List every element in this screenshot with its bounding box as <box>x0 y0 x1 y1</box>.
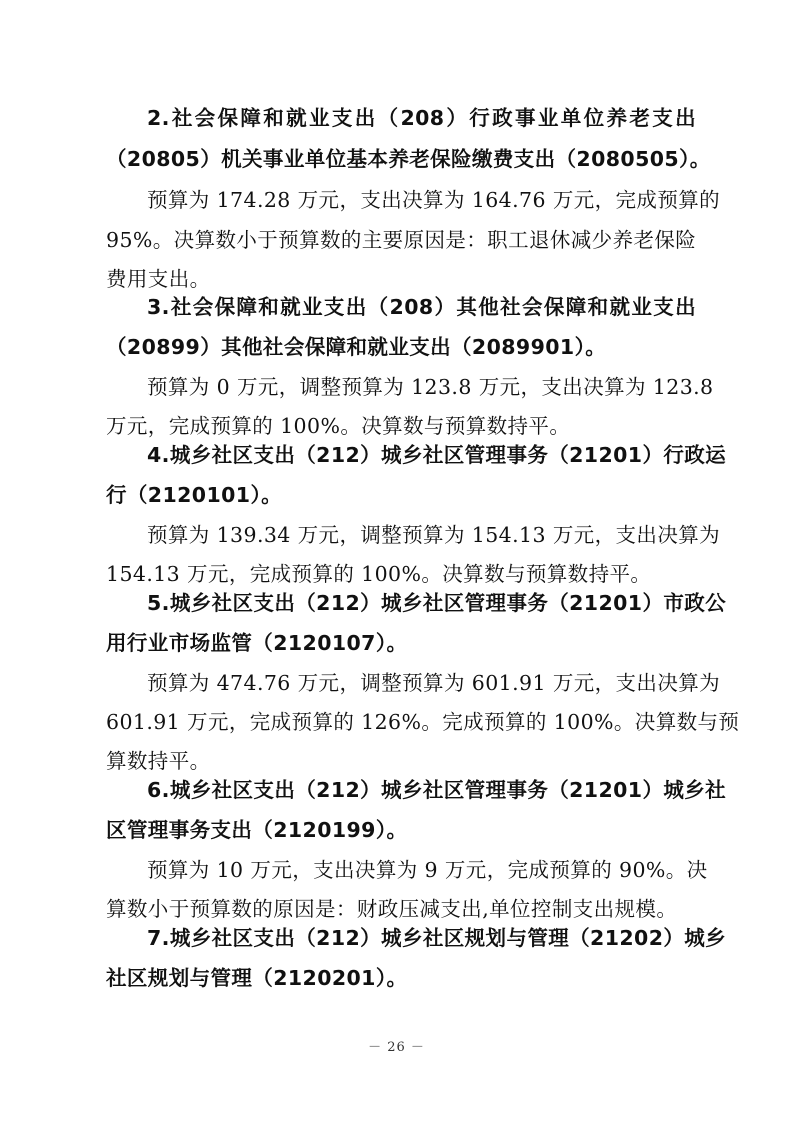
body-text-line: 算数小于预算数的原因是：财政压减支出,单位控制支出规模。 <box>106 897 678 921</box>
body-text-line: 预算为 10 万元，支出决算为 9 万元，完成预算的 90%。决 <box>147 858 708 882</box>
body-text-line: 预算为 139.34 万元，调整预算为 154.13 万元，支出决算为 <box>147 523 721 547</box>
section-heading-line: （20899）其他社会保障和就业支出（2089901）。 <box>106 335 607 359</box>
section-heading-line: 4.城乡社区支出（212）城乡社区管理事务（21201）行政运 <box>147 443 727 467</box>
section-heading-line: 区管理事务支出（2120199）。 <box>106 818 408 842</box>
section-heading-line: 行（2120101）。 <box>106 483 282 507</box>
section-heading-line: 6.城乡社区支出（212）城乡社区管理事务（21201）城乡社 <box>147 778 727 802</box>
section-heading-line: （20805）机关事业单位基本养老保险缴费支出（2080505）。 <box>106 147 711 171</box>
section-heading-line: 用行业市场监管（2120107）。 <box>106 631 408 655</box>
section-heading-line: 社区规划与管理（2120201）。 <box>106 966 408 990</box>
section-heading-line: 3.社会保障和就业支出（208）其他社会保障和就业支出 <box>147 295 696 319</box>
body-text-line: 预算为 0 万元，调整预算为 123.8 万元，支出决算为 123.8 <box>147 375 714 399</box>
body-text-line: 费用支出。 <box>106 267 211 291</box>
body-text-line: 算数持平。 <box>106 749 211 773</box>
section-heading-line: 5.城乡社区支出（212）城乡社区管理事务（21201）市政公 <box>147 591 727 615</box>
section-heading-line: 7.城乡社区支出（212）城乡社区规划与管理（21202）城乡 <box>147 926 727 950</box>
body-text-line: 154.13 万元，完成预算的 100%。决算数与预算数持平。 <box>106 562 652 586</box>
body-text-line: 95%。决算数小于预算数的主要原因是：职工退休减少养老保险 <box>106 228 697 252</box>
body-text-line: 预算为 174.28 万元，支出决算为 164.76 万元，完成预算的 <box>147 188 721 212</box>
body-text-line: 601.91 万元，完成预算的 126%。完成预算的 100%。决算数与预 <box>106 710 740 734</box>
body-text-line: 万元，完成预算的 100%。决算数与预算数持平。 <box>106 414 571 438</box>
body-text-line: 预算为 474.76 万元，调整预算为 601.91 万元，支出决算为 <box>147 671 721 695</box>
section-heading-line: 2.社会保障和就业支出（208）行政事业单位养老支出 <box>147 106 696 130</box>
page-number: － 26 － <box>368 1040 425 1055</box>
